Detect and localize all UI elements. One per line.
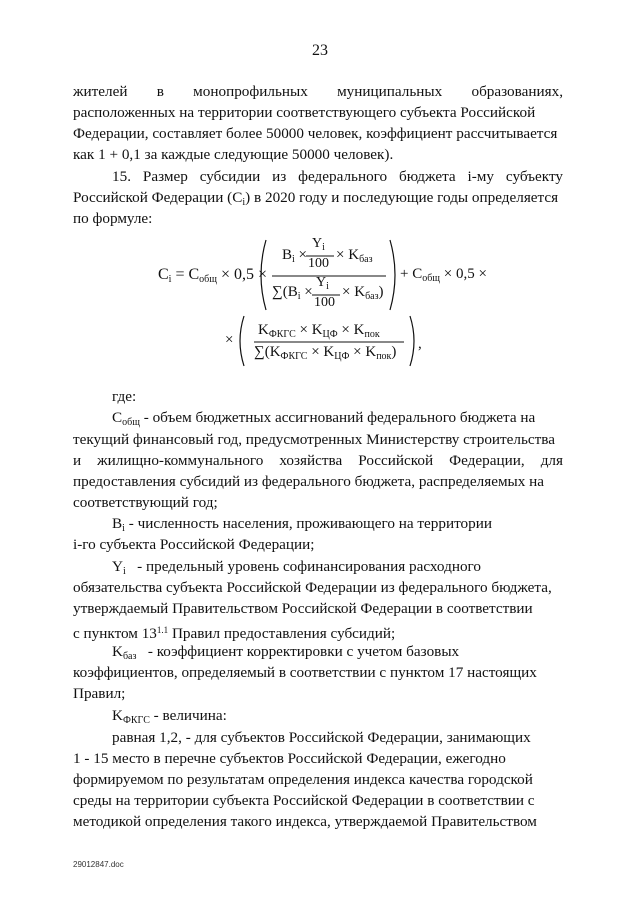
k-baz: × $K_{баз}$ <box>336 247 373 265</box>
text-line: текущий финансовый год, предусмотренных Министерству строительства <box>73 431 556 448</box>
text-line: 1 - 15 место в перечне субъектов Российской Федерации, ежегодно <box>73 750 506 767</box>
text-line: среды на территории субъекта Российской Федерации в соответствии с <box>73 792 535 809</box>
footer-filename: 29012847.doc <box>73 860 124 869</box>
page-number: 23 <box>312 42 328 59</box>
text-line: равная 1,2, - для субъектов Российской Федерации, занимающих <box>112 729 531 746</box>
numerator: $B_i$ × <box>282 247 308 265</box>
text-line: формируемом по результатам определения индекса качества городской <box>73 771 533 788</box>
def-line: $Y_i$ - предельный уровень софинансирования расходного <box>112 558 481 577</box>
big-parentheses <box>238 314 418 368</box>
text-line: предоставления субсидий из федерального бюджета, распределяемых на <box>73 473 545 490</box>
denominator: $\sum(K_{ФКГС} \times K_{ЦФ} \times K_{пок})$ <box>254 344 397 362</box>
equals-sign: = <box>175 266 185 283</box>
denominator: $\sum(B_i$ × <box>272 284 313 302</box>
text-line: как 1 + 0,1 за каждые следующие 50000 человек). <box>73 146 394 163</box>
text-line: коэффициентов, определяемый в соответствии с пунктом 17 настоящих <box>73 664 537 681</box>
text-line: утверждаемый Правительством Российской Федерации в соответствии <box>73 600 533 617</box>
text-fragment: ) в 2020 году и последующие годы определяется <box>245 189 559 206</box>
numerator: $K_{ФКГС} \times K_{ЦФ} \times K_{пок}$ <box>258 322 380 340</box>
text-line: и жилищно-коммунального хозяйства Российской Федерации, для <box>73 452 563 469</box>
fraction-bar <box>312 294 340 296</box>
big-parentheses <box>258 238 398 312</box>
where-label: где: <box>112 388 137 405</box>
def-line: $B_i$ - численность населения, проживающего на территории <box>112 515 492 534</box>
k-baz: × $K_{баз}$) <box>342 284 384 302</box>
text-line: с пунктом $13^{1.1}$ Правил предоставления субсидий; <box>73 625 396 642</box>
hundred: 100 <box>308 256 329 271</box>
formula-tail: + $C_{общ} \times 0,5$ × <box>400 266 487 284</box>
operator: × <box>225 332 234 348</box>
text-line: методикой определения такого индекса, утверждаемой Правительством <box>73 813 537 830</box>
symbol-C: C <box>158 266 169 283</box>
operator: × 0,5 × <box>220 266 267 283</box>
def-line: $C_{общ}$ - объем бюджетных ассигнований федерального бюджета на <box>112 409 536 428</box>
text-line: i-го субъекта Российской Федерации; <box>73 536 315 553</box>
subscript: i <box>168 274 172 285</box>
def-line: $K_{ФКГС}$ - величина: <box>112 707 227 726</box>
comma: , <box>418 336 422 352</box>
text-line: Правил; <box>73 685 126 702</box>
formula-lhs <box>158 266 267 285</box>
text-line: по формуле: <box>73 210 153 227</box>
subscript: общ <box>199 274 217 285</box>
text-fragment: Российской Федерации ( <box>73 189 233 206</box>
text-line: жителей в монопрофильных муниципальных образованиях, <box>73 83 563 100</box>
text-line: Федерации, составляет более 50000 человек, коэффициент рассчитывается <box>73 125 558 142</box>
text-line: расположенных на территории соответствующего субъекта Российской <box>73 104 536 121</box>
y-over-100: $Y_i$ <box>312 236 325 253</box>
text-line: соответствующий год; <box>73 494 218 511</box>
symbol-C: C <box>188 266 200 283</box>
hundred: 100 <box>314 295 335 310</box>
def-line: $K_{баз}$ - коэффициент корректировки с учетом базовых <box>112 643 460 662</box>
text-line: 15. Размер субсидии из федерального бюджета i-му субъекту <box>112 168 563 185</box>
fraction-bar <box>306 255 334 257</box>
text-line: обязательства субъекта Российской Федерации из федерального бюджета, <box>73 579 552 596</box>
subscript: i <box>242 197 246 208</box>
symbol-C: C <box>232 189 243 206</box>
y-over-100: $Y_i$ <box>316 275 329 292</box>
